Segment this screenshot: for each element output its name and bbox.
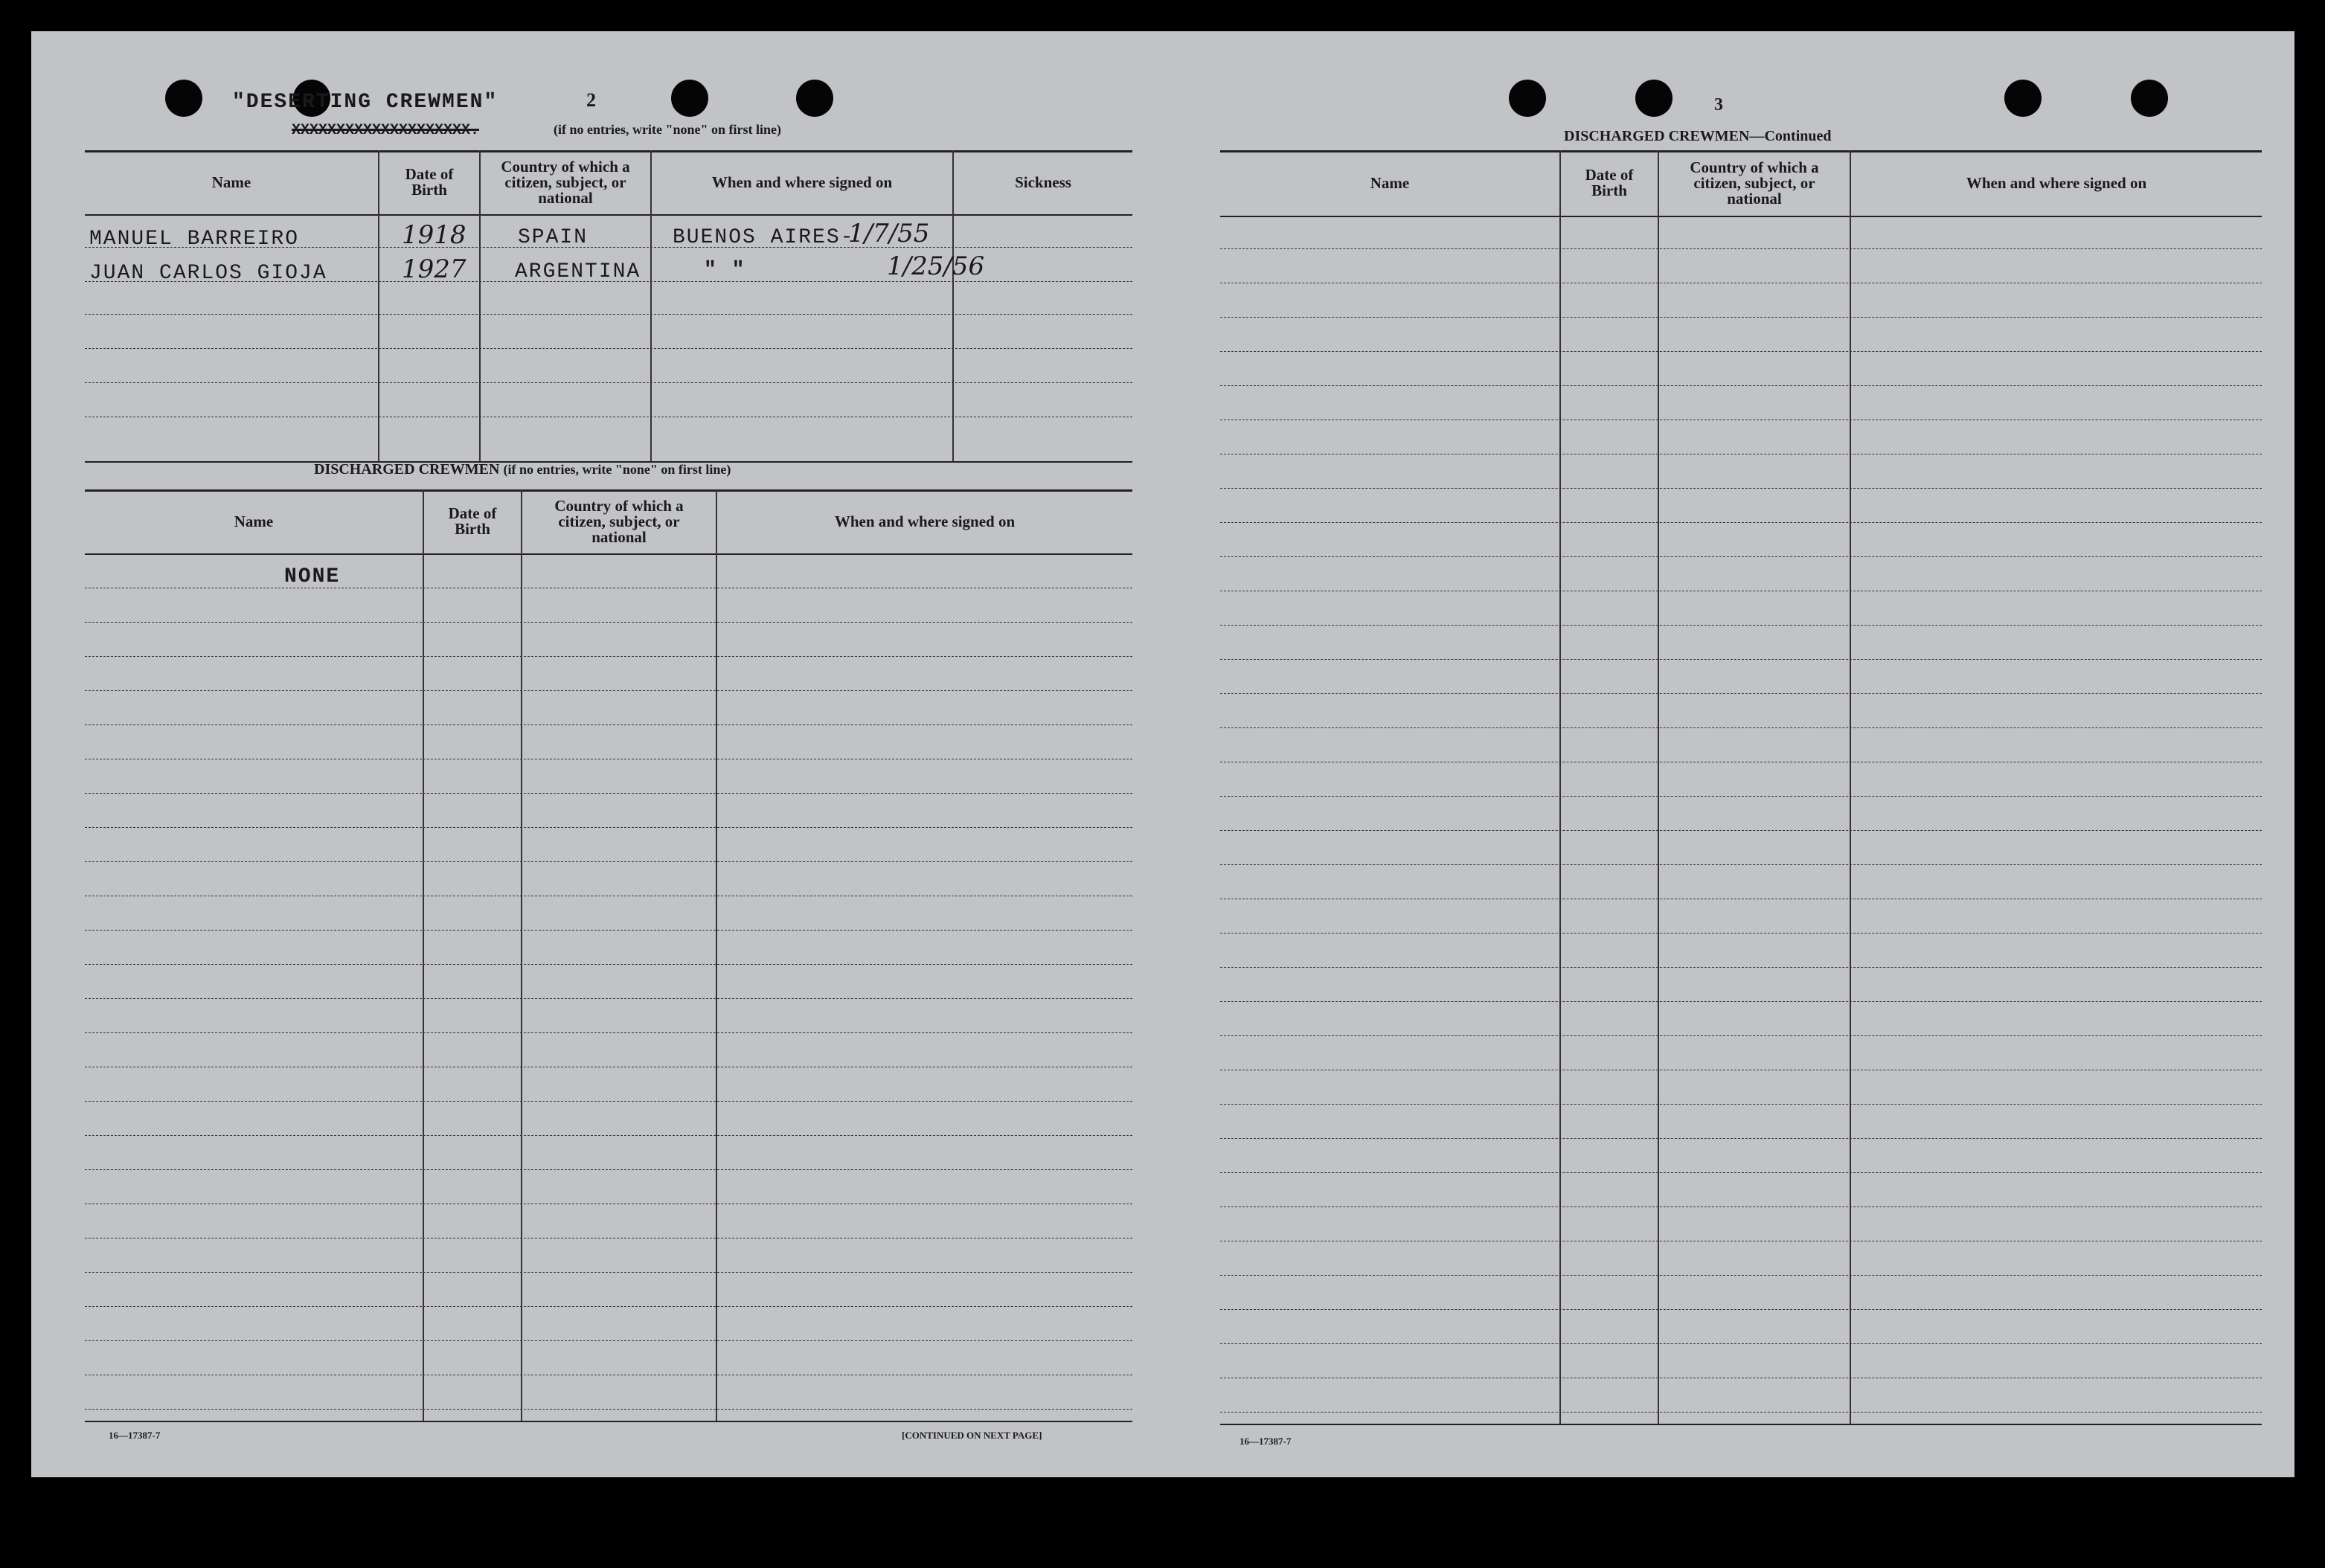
row-rule [85,964,1132,965]
column-divider [1850,150,1851,1424]
column-header-sickness: Sickness [1015,173,1071,191]
row-rule [1220,1412,2262,1413]
row-rule [1220,933,2262,934]
punch-hole [796,80,833,117]
column-header-signed-on: When and where signed on [711,173,893,191]
punch-hole [165,80,202,117]
punch-hole [1635,80,1673,117]
row-rule [85,827,1132,828]
row-rule [85,793,1132,794]
table-row-dob: 1918 [402,220,466,250]
row-rule [1220,693,2262,694]
punch-hole [671,80,708,117]
column-header-dob: Date of Birth [1585,166,1634,199]
row-rule [1220,659,2262,660]
column-header-signed-on: When and where signed on [834,512,1016,530]
row-rule [85,690,1132,691]
punch-hole [1509,80,1546,117]
table-header-rule [1220,216,2262,217]
row-rule [1220,351,2262,352]
row-rule [1220,317,2262,318]
row-rule [85,1272,1132,1273]
row-rule [1220,1309,2262,1310]
row-rule [85,861,1132,862]
discharged-title-text: DISCHARGED CREWMEN [314,461,500,478]
row-rule [1220,522,2262,523]
column-header-signed-on: When and where signed on [1966,173,2147,192]
row-rule [1220,248,2262,249]
row-rule [1220,1104,2262,1105]
row-rule [85,1409,1132,1410]
table-row-signed-date: 1/25/56 [887,251,985,281]
discharged-continued-title: DISCHARGED CREWMEN—Continued [1564,128,1832,144]
row-rule [1220,727,2262,728]
table-row-dob: 1927 [402,254,466,284]
column-divider [716,489,717,1421]
none-entry: NONE [284,565,341,588]
deserting-crewmen-title: "DESERTING CREWMEN" [232,91,498,114]
table-header-rule [85,214,1132,216]
column-divider [423,489,424,1421]
table-row-country: ARGENTINA [515,260,641,283]
row-rule [1220,488,2262,489]
continued-note: [CONTINUED ON NEXT PAGE] [902,1430,1042,1441]
row-rule [85,1169,1132,1170]
row-rule [1220,1275,2262,1276]
form-number: 16—17387-7 [109,1430,161,1441]
row-rule [1220,625,2262,626]
column-divider [521,489,522,1421]
table-row-signed-place: BUENOS AIRES- [673,226,855,249]
row-rule [85,930,1132,931]
row-rule [1220,1001,2262,1002]
page-number: 2 [586,89,596,111]
row-rule [1220,1035,2262,1036]
table-row-name: MANUEL BARREIRO [89,228,300,251]
column-divider [378,150,379,463]
column-divider [1559,150,1561,1424]
struck-out-heading: XXXXXXXXXXXXXXXXXXXX. [292,122,480,139]
row-rule [85,1306,1132,1307]
row-rule [85,1340,1132,1341]
column-divider [1658,150,1659,1424]
page-number: 3 [1714,95,1723,115]
table-row-signed-place: " " [704,259,746,282]
row-rule [1220,830,2262,831]
column-header-country: Country of which a citizen, subject, or national [501,157,630,207]
row-rule [1220,1206,2262,1207]
row-rule [85,382,1132,383]
title-note: (if no entries, write "none" on first line) [554,122,781,137]
row-rule [85,348,1132,349]
column-header-name: Name [234,512,274,530]
row-rule [1220,796,2262,797]
column-header-dob: Date of Birth [448,504,497,538]
row-rule [1220,1343,2262,1344]
column-divider [650,150,652,463]
form-number: 16—17387-7 [1240,1436,1292,1447]
row-rule [85,724,1132,725]
punch-hole [2004,80,2042,117]
discharged-title-note: (if no entries, write "none" on first line) [503,462,731,477]
table-row-name: JUAN CARLOS GIOJA [89,262,327,285]
table-bottom-rule [1220,1424,2262,1425]
table-header-rule [85,553,1132,555]
document-sheet [31,31,2294,1477]
column-header-country: Country of which a citizen, subject, or national [1690,158,1819,208]
column-header-country: Country of which a citizen, subject, or national [554,496,684,546]
row-rule [85,998,1132,999]
column-header-name: Name [1370,173,1410,192]
table-bottom-rule [85,1421,1132,1422]
row-rule [1220,385,2262,386]
row-rule [85,656,1132,657]
row-rule [85,622,1132,623]
table-row-signed-date: 1/7/55 [848,219,930,248]
table-row-country: SPAIN [518,226,589,249]
row-rule [85,1101,1132,1102]
column-divider [479,150,481,463]
row-rule [85,1032,1132,1033]
punch-hole [2131,80,2168,117]
row-rule [1220,967,2262,968]
row-rule [1220,864,2262,865]
row-rule [1220,556,2262,557]
row-rule [85,1135,1132,1136]
column-divider [952,150,954,463]
discharged-title [314,461,731,478]
row-rule [85,314,1132,315]
column-header-dob: Date of Birth [405,165,454,199]
row-rule [1220,1172,2262,1173]
column-header-name: Name [211,173,251,191]
row-rule [1220,1138,2262,1139]
